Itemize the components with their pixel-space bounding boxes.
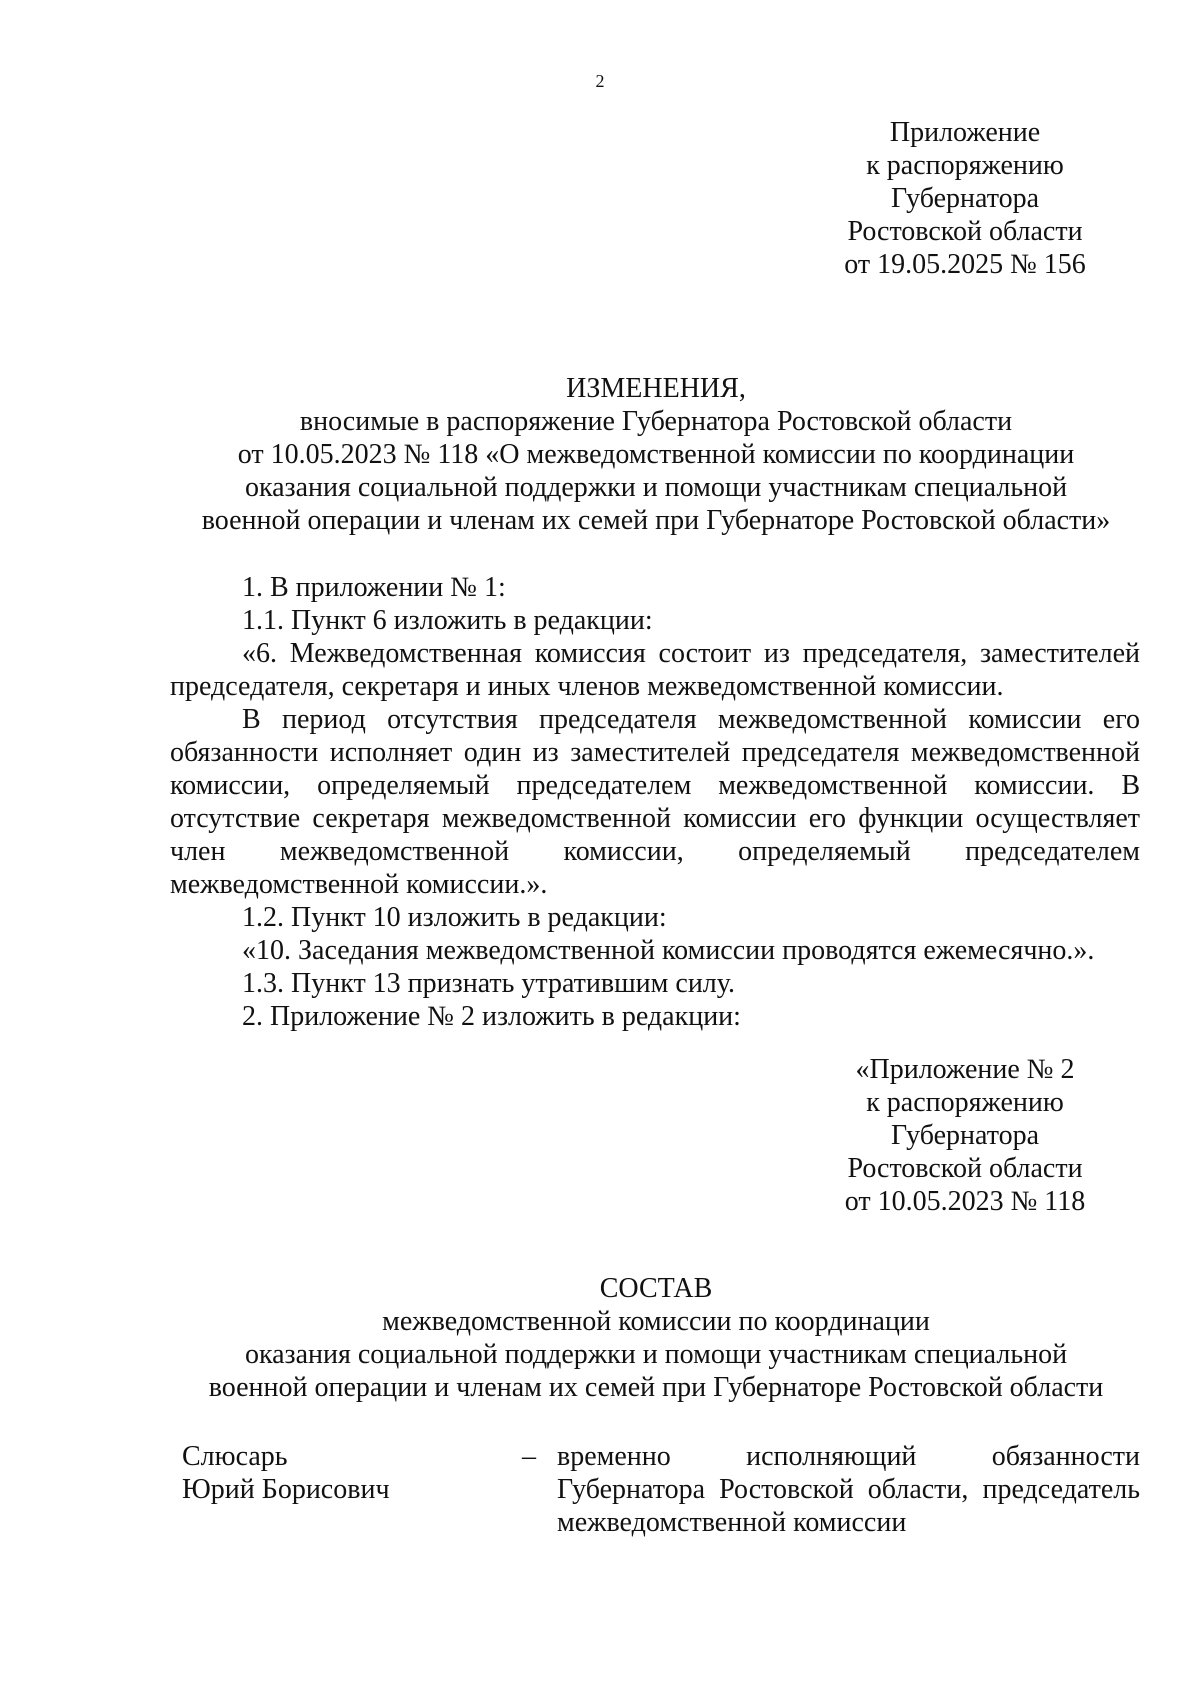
composition-subtitle-line: оказания социальной поддержки и помощи участникам специальной xyxy=(244,1339,1068,1370)
appendix-approval-block xyxy=(810,116,1120,281)
approval-line: к распоряжению xyxy=(866,150,1064,181)
changes-subtitle-line: оказания социальной поддержки и помощи участникам специальной xyxy=(244,472,1068,503)
paragraph: 1.1. Пункт 6 изложить в редакции: xyxy=(242,605,653,636)
approval-line: Губернатора xyxy=(890,1120,1040,1151)
composition-heading xyxy=(160,1272,1152,1404)
page-number: 2 xyxy=(595,71,605,91)
changes-subtitle-line: от 10.05.2023 № 118 «О межведомственной комиссии по координации xyxy=(237,439,1075,470)
approval-line: Ростовской области xyxy=(847,1153,1083,1184)
composition-title: СОСТАВ xyxy=(599,1273,713,1304)
changes-subtitle-line: вносимые в распоряжение Губернатора Ростовской области xyxy=(299,406,1013,437)
composition-subtitle-line: военной операции и членам их семей при Губернаторе Ростовской области xyxy=(208,1372,1104,1403)
paragraph-quoted: В период отсутствия председателя межведомственной комиссии его обязанности исполняет один из заместителей председателя межведомственной комиссии, определяемый председателем межведомственной комиссии. В отсутствие секретаря межведомственной комиссии его функции осуществляет член межведомственной комиссии, определяемый председателем межведомственной комиссии.». xyxy=(170,704,1140,900)
approval-line: от 19.05.2025 № 156 xyxy=(844,249,1086,280)
member-row xyxy=(182,1440,1140,1550)
document-body xyxy=(170,571,1140,1033)
approval-line: «Приложение № 2 xyxy=(855,1054,1075,1085)
composition-subtitle-line: межведомственной комиссии по координации xyxy=(382,1306,930,1337)
approval-line: к распоряжению xyxy=(866,1087,1064,1118)
member-dash: – xyxy=(522,1441,536,1472)
changes-title: ИЗМЕНЕНИЯ, xyxy=(566,373,746,404)
paragraph: 1.3. Пункт 13 признать утратившим силу. xyxy=(242,968,735,999)
paragraph: 1.2. Пункт 10 изложить в редакции: xyxy=(242,902,667,933)
paragraph: 2. Приложение № 2 изложить в редакции: xyxy=(242,1001,741,1032)
approval-line: Ростовской области xyxy=(847,216,1083,247)
member-name xyxy=(182,1440,482,1506)
changes-subtitle-line: военной операции и членам их семей при Губернаторе Ростовской области» xyxy=(201,505,1111,536)
approval-line: от 10.05.2023 № 118 xyxy=(844,1186,1086,1217)
member-role: временно исполняющий обязанности Губернатора Ростовской области, председатель межведомственной комиссии xyxy=(557,1441,1140,1538)
approval-line: Губернатора xyxy=(890,183,1040,214)
member-surname: Слюсарь xyxy=(182,1441,288,1472)
paragraph: 1. В приложении № 1: xyxy=(242,572,506,603)
appendix-2-approval-block xyxy=(810,1053,1120,1218)
paragraph-quoted: «6. Межведомственная комиссия состоит из председателя, заместителей председателя, секретаря и иных членов межведомственной комиссии. xyxy=(170,638,1140,702)
member-given-names: Юрий Борисович xyxy=(182,1474,390,1505)
approval-line: Приложение xyxy=(889,117,1041,148)
paragraph-quoted: «10. Заседания межведомственной комиссии проводятся ежемесячно.». xyxy=(242,935,1095,966)
changes-heading xyxy=(160,372,1152,537)
